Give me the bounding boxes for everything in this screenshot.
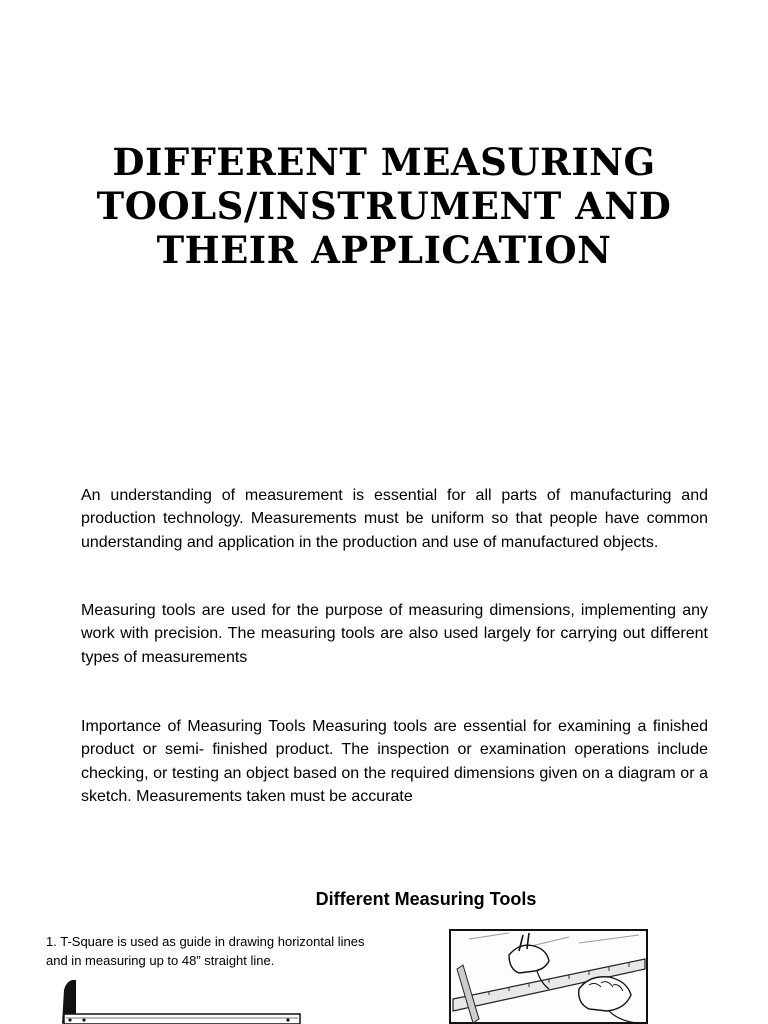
- t-square-description: 1. T-Square is used as guide in drawing horizontal lines and in measuring up to 48” straight line.: [46, 934, 365, 968]
- title-line-1: DIFFERENT MEASURING: [112, 140, 656, 184]
- intro-paragraph: An understanding of measurement is essential for all parts of manufacturing and production technology. Measurements must be uniform so that people have common understanding and application in the production and use of manufactured objects.: [81, 487, 708, 551]
- importance-paragraph: Importance of Measuring Tools Measuring tools are essential for examining a finished product or semi- finished product. The inspection or examination operations include checking, or testing an object based on the required dimensions given on a diagram or a sketch. Measurements taken must be accurate: [81, 718, 708, 805]
- title-line-3: THEIR APPLICATION: [156, 228, 612, 272]
- purpose-paragraph: Measuring tools are used for the purpose of measuring dimensions, implementing any work with precision. The measuring tools are also used largely for carrying out different types of measurements: [81, 602, 708, 666]
- t-square-icon: [58, 980, 308, 1024]
- section-heading: Different Measuring Tools: [315, 889, 537, 909]
- drafting-hands-icon: [449, 929, 648, 1024]
- page-title: [0, 140, 768, 272]
- title-line-2: TOOLS/INSTRUMENT AND: [96, 184, 672, 228]
